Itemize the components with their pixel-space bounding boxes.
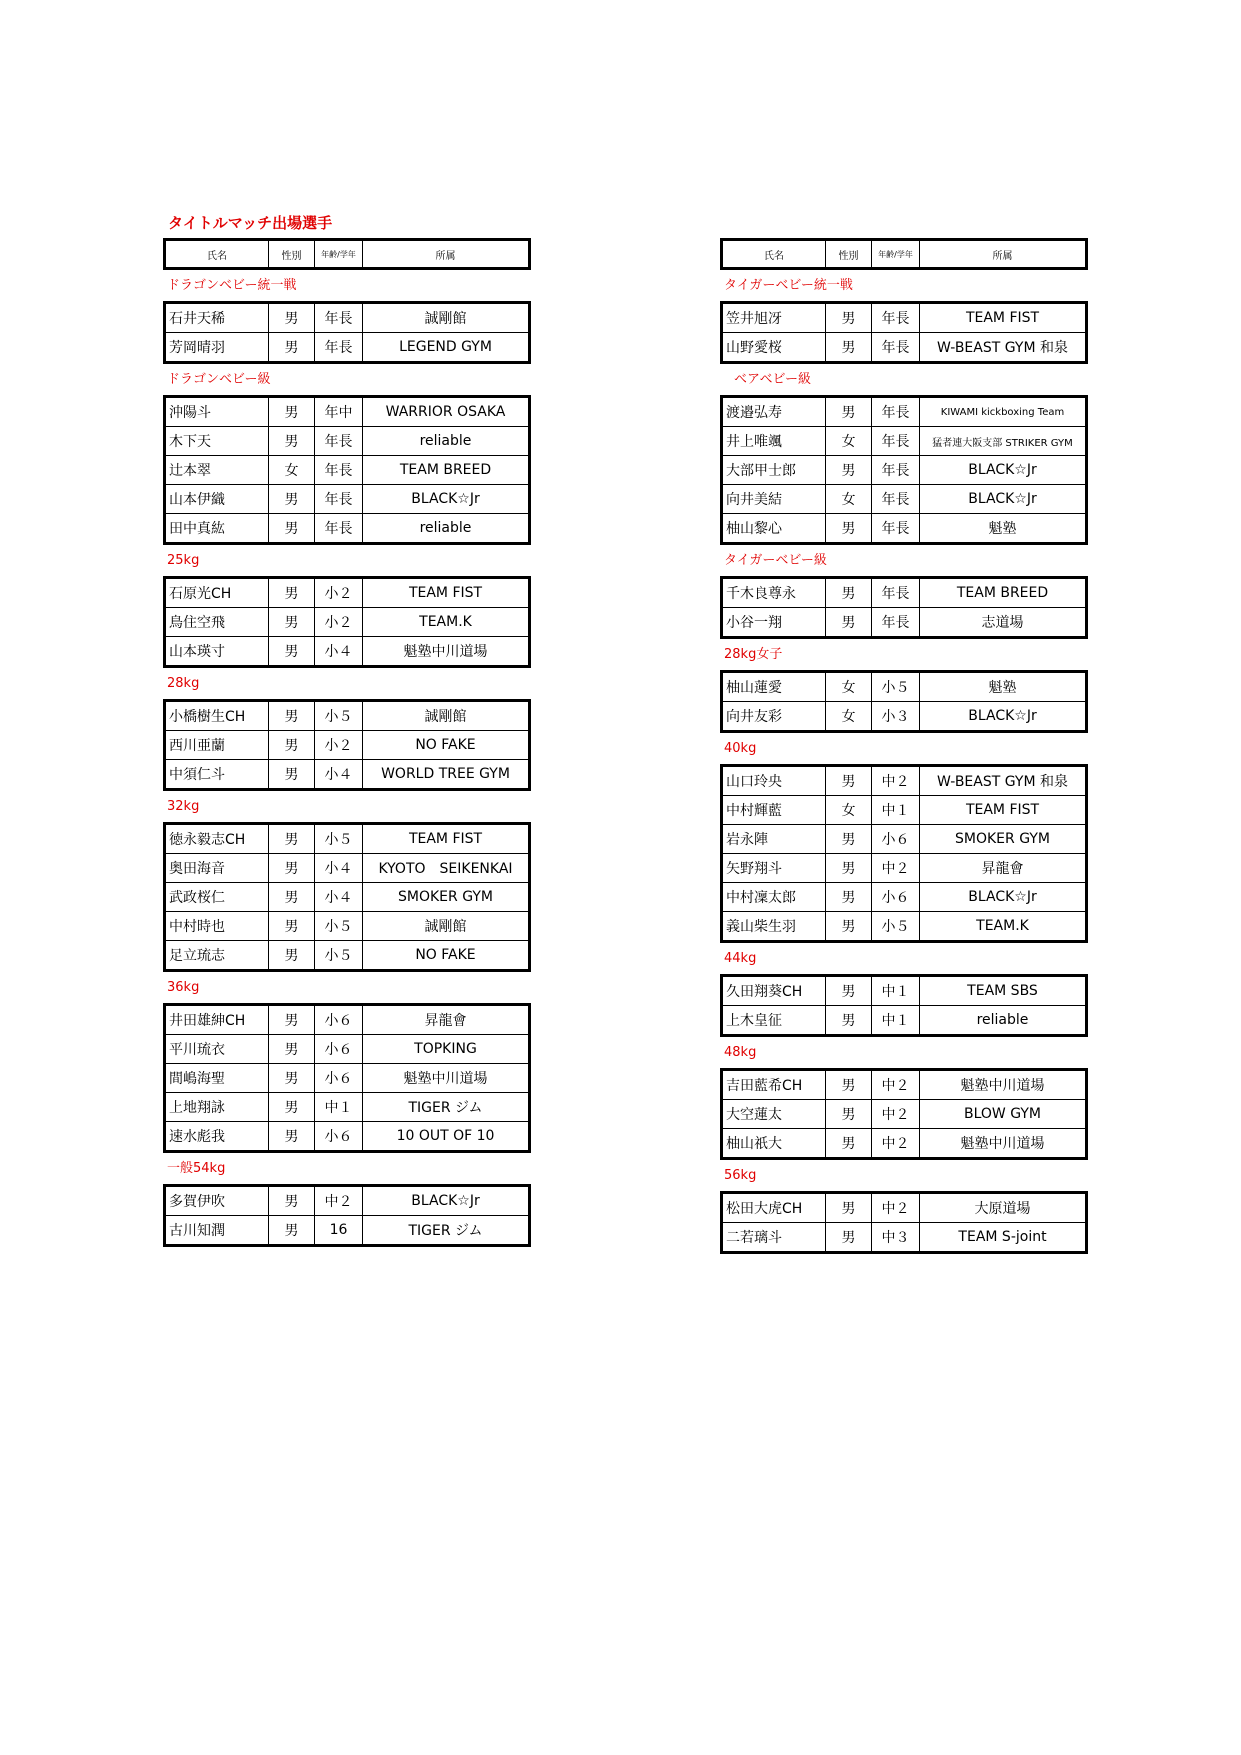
table-row <box>165 701 530 731</box>
fighter-name: 足立琉志 <box>165 941 269 971</box>
fighter-affiliation: BLOW GYM <box>920 1100 1087 1129</box>
fighter-gender: 男 <box>269 1064 315 1093</box>
fighter-grade: 年長 <box>872 397 920 427</box>
table-row <box>165 456 530 485</box>
fighter-gender: 男 <box>269 1186 315 1216</box>
category-label: 一般54kg <box>167 1161 226 1176</box>
table-row <box>165 760 530 790</box>
fighter-name: 古川知潤 <box>165 1216 269 1246</box>
fighter-gender: 男 <box>269 701 315 731</box>
fighter-gender: 男 <box>826 1223 872 1253</box>
table-row <box>722 766 1087 796</box>
fighter-gender: 男 <box>826 1100 872 1129</box>
table-row <box>722 672 1087 702</box>
fighter-grade: 中２ <box>872 1100 920 1129</box>
table-row <box>722 1070 1087 1100</box>
fighter-name: 中須仁斗 <box>165 760 269 790</box>
roster-table <box>720 1191 1088 1254</box>
fighter-grade: 小５ <box>872 672 920 702</box>
table-row <box>722 1100 1087 1129</box>
roster-table <box>163 301 531 364</box>
table-row <box>165 485 530 514</box>
roster-table <box>720 764 1088 943</box>
fighter-affiliation: 魁塾中川道場 <box>363 1064 530 1093</box>
fighter-gender: 男 <box>269 824 315 854</box>
fighter-name: 奥田海音 <box>165 854 269 883</box>
fighter-affiliation: TEAM FIST <box>363 824 530 854</box>
fighter-grade: 中１ <box>872 976 920 1006</box>
left-header-table <box>163 238 531 270</box>
fighter-gender: 男 <box>269 912 315 941</box>
roster-table <box>163 822 531 972</box>
table-row <box>165 883 530 912</box>
fighter-affiliation: BLACK☆Jr <box>920 883 1087 912</box>
fighter-grade: 中１ <box>872 1006 920 1036</box>
fighter-affiliation: TEAM BREED <box>920 578 1087 608</box>
fighter-name: 大部甲士郎 <box>722 456 826 485</box>
fighter-grade: 年長 <box>315 427 363 456</box>
fighter-gender: 男 <box>826 578 872 608</box>
fighter-gender: 男 <box>269 854 315 883</box>
fighter-affiliation: KYOTO SEIKENKAI <box>363 854 530 883</box>
fighter-grade: 小４ <box>315 637 363 667</box>
fighter-name: 山野愛桜 <box>722 333 826 363</box>
fighter-name: 上地翔詠 <box>165 1093 269 1122</box>
fighter-name: 芳岡晴羽 <box>165 333 269 363</box>
fighter-name: 速水彪我 <box>165 1122 269 1152</box>
fighter-gender: 男 <box>269 397 315 427</box>
table-row <box>165 608 530 637</box>
fighter-gender: 男 <box>269 608 315 637</box>
fighter-name: 山本伊織 <box>165 485 269 514</box>
fighter-grade: 年長 <box>315 333 363 363</box>
fighter-name: 矢野翔斗 <box>722 854 826 883</box>
table-row <box>165 1216 530 1246</box>
fighter-name: 武政桜仁 <box>165 883 269 912</box>
fighter-name: 鳥住空飛 <box>165 608 269 637</box>
fighter-gender: 男 <box>826 514 872 544</box>
category-label: 32kg <box>167 799 200 814</box>
table-row <box>165 941 530 971</box>
fighter-grade: 小５ <box>872 912 920 942</box>
table-row <box>722 608 1087 638</box>
roster-table <box>163 576 531 668</box>
fighter-name: 久田翔葵CH <box>722 976 826 1006</box>
fighter-name: 井上唯颯 <box>722 427 826 456</box>
fighter-affiliation: TEAM FIST <box>363 578 530 608</box>
fighter-gender: 男 <box>269 514 315 544</box>
fighter-name: 多賀伊吹 <box>165 1186 269 1216</box>
fighter-name: 小谷一翔 <box>722 608 826 638</box>
table-row <box>165 514 530 544</box>
fighter-affiliation: TEAM FIST <box>920 796 1087 825</box>
table-row <box>722 485 1087 514</box>
fighter-grade: 小５ <box>315 701 363 731</box>
fighter-grade: 小５ <box>315 912 363 941</box>
fighter-affiliation: WORLD TREE GYM <box>363 760 530 790</box>
fighter-gender: 男 <box>826 976 872 1006</box>
table-row <box>165 333 530 363</box>
roster-table <box>163 395 531 545</box>
table-row <box>722 397 1087 427</box>
fighter-affiliation: 魁塾中川道場 <box>363 637 530 667</box>
table-row <box>165 578 530 608</box>
fighter-affiliation: 魁塾中川道場 <box>920 1070 1087 1100</box>
table-row <box>165 1064 530 1093</box>
fighter-name: 岩永陣 <box>722 825 826 854</box>
fighter-gender: 女 <box>826 485 872 514</box>
fighter-affiliation: reliable <box>363 514 530 544</box>
fighter-affiliation: TEAM.K <box>920 912 1087 942</box>
header-affiliation: 所属 <box>363 240 530 269</box>
fighter-affiliation: 誠剛館 <box>363 303 530 333</box>
fighter-name: 石井天稀 <box>165 303 269 333</box>
fighter-name: 小橋樹生CH <box>165 701 269 731</box>
fighter-affiliation: WARRIOR OSAKA <box>363 397 530 427</box>
fighter-affiliation: 魁塾 <box>920 672 1087 702</box>
table-row <box>165 427 530 456</box>
category-label: タイガーベビー級 <box>724 553 827 568</box>
fighter-grade: 年中 <box>315 397 363 427</box>
table-row <box>722 796 1087 825</box>
header-affiliation: 所属 <box>920 240 1087 269</box>
fighter-affiliation: BLACK☆Jr <box>363 1186 530 1216</box>
fighter-name: 笠井旭冴 <box>722 303 826 333</box>
fighter-affiliation: NO FAKE <box>363 731 530 760</box>
fighter-grade: 年長 <box>315 456 363 485</box>
fighter-grade: 小５ <box>315 824 363 854</box>
fighter-affiliation: reliable <box>920 1006 1087 1036</box>
fighter-gender: 女 <box>826 702 872 732</box>
fighter-affiliation: TOPKING <box>363 1035 530 1064</box>
table-row <box>722 976 1087 1006</box>
fighter-affiliation: 魁塾 <box>920 514 1087 544</box>
right-column <box>720 238 1088 1254</box>
fighter-gender: 男 <box>269 427 315 456</box>
fighter-grade: 小６ <box>315 1035 363 1064</box>
fighter-gender: 男 <box>269 1035 315 1064</box>
fighter-affiliation: 大原道場 <box>920 1193 1087 1223</box>
category-label: ドラゴンベビー級 <box>167 372 271 387</box>
fighter-affiliation: TEAM FIST <box>920 303 1087 333</box>
fighter-affiliation: 昇龍會 <box>363 1005 530 1035</box>
fighter-affiliation: reliable <box>363 427 530 456</box>
fighter-gender: 男 <box>826 1193 872 1223</box>
fighter-affiliation: W-BEAST GYM 和泉 <box>920 333 1087 363</box>
category-label: タイガーベビー統一戦 <box>724 278 853 293</box>
category-label: 56kg <box>724 1168 757 1183</box>
fighter-grade: 年長 <box>315 485 363 514</box>
fighter-grade: 中２ <box>872 1193 920 1223</box>
fighter-gender: 男 <box>826 397 872 427</box>
fighter-gender: 男 <box>269 485 315 514</box>
fighter-name: 徳永毅志CH <box>165 824 269 854</box>
header-grade: 年齢/学年 <box>315 240 363 269</box>
table-row <box>722 883 1087 912</box>
fighter-name: 山本瑛寸 <box>165 637 269 667</box>
table-row <box>722 514 1087 544</box>
fighter-affiliation: SMOKER GYM <box>920 825 1087 854</box>
fighter-grade: 小６ <box>315 1005 363 1035</box>
roster-table <box>720 670 1088 733</box>
category-label: 28kg女子 <box>724 647 783 662</box>
table-row <box>722 702 1087 732</box>
table-row <box>722 1129 1087 1159</box>
fighter-name: 上木皇征 <box>722 1006 826 1036</box>
fighter-affiliation: BLACK☆Jr <box>920 456 1087 485</box>
fighter-grade: 年長 <box>872 608 920 638</box>
fighter-name: 間嶋海聖 <box>165 1064 269 1093</box>
fighter-affiliation: BLACK☆Jr <box>920 485 1087 514</box>
table-row <box>165 731 530 760</box>
fighter-name: 木下天 <box>165 427 269 456</box>
fighter-affiliation: TEAM S-joint <box>920 1223 1087 1253</box>
fighter-gender: 男 <box>826 303 872 333</box>
fighter-affiliation: NO FAKE <box>363 941 530 971</box>
fighter-grade: 中２ <box>315 1186 363 1216</box>
fighter-grade: 中３ <box>872 1223 920 1253</box>
fighter-gender: 女 <box>826 796 872 825</box>
fighter-gender: 男 <box>269 1005 315 1035</box>
fighter-affiliation: W-BEAST GYM 和泉 <box>920 766 1087 796</box>
page-title: タイトルマッチ出場選手 <box>168 214 333 232</box>
fighter-grade: 小５ <box>315 941 363 971</box>
roster-table <box>163 699 531 791</box>
fighter-gender: 男 <box>826 766 872 796</box>
table-row <box>165 854 530 883</box>
category-label: 25kg <box>167 553 200 568</box>
fighter-gender: 男 <box>826 825 872 854</box>
table-row <box>165 1093 530 1122</box>
roster-table <box>720 576 1088 639</box>
fighter-affiliation: 誠剛館 <box>363 912 530 941</box>
fighter-name: 中村凜太郎 <box>722 883 826 912</box>
left-column <box>163 238 531 1247</box>
fighter-grade: 年長 <box>872 303 920 333</box>
fighter-gender: 女 <box>269 456 315 485</box>
fighter-name: 田中真紘 <box>165 514 269 544</box>
fighter-name: 山口玲央 <box>722 766 826 796</box>
table-row <box>722 427 1087 456</box>
fighter-gender: 男 <box>269 303 315 333</box>
fighter-grade: 年長 <box>872 578 920 608</box>
fighter-name: 義山柴生羽 <box>722 912 826 942</box>
table-row <box>722 854 1087 883</box>
fighter-name: 柚山祇大 <box>722 1129 826 1159</box>
fighter-grade: 小４ <box>315 883 363 912</box>
table-row <box>722 1223 1087 1253</box>
fighter-gender: 男 <box>826 333 872 363</box>
fighter-affiliation: TEAM.K <box>363 608 530 637</box>
roster-table <box>163 1003 531 1153</box>
table-row <box>722 1193 1087 1223</box>
fighter-gender: 男 <box>269 1216 315 1246</box>
fighter-affiliation: TIGER ジム <box>363 1093 530 1122</box>
fighter-affiliation: TEAM BREED <box>363 456 530 485</box>
fighter-gender: 男 <box>269 731 315 760</box>
table-row <box>722 912 1087 942</box>
fighter-affiliation: 猛者連大阪支部 STRIKER GYM <box>920 427 1087 456</box>
table-row <box>722 303 1087 333</box>
fighter-grade: 小３ <box>872 702 920 732</box>
fighter-affiliation: BLACK☆Jr <box>920 702 1087 732</box>
fighter-grade: 中２ <box>872 766 920 796</box>
fighter-grade: 小２ <box>315 608 363 637</box>
fighter-gender: 男 <box>826 883 872 912</box>
fighter-affiliation: KIWAMI kickboxing Team <box>920 397 1087 427</box>
fighter-grade: 小４ <box>315 760 363 790</box>
fighter-grade: 中１ <box>315 1093 363 1122</box>
fighter-affiliation: LEGEND GYM <box>363 333 530 363</box>
header-grade: 年齢/学年 <box>872 240 920 269</box>
table-row <box>722 1006 1087 1036</box>
fighter-gender: 男 <box>269 941 315 971</box>
fighter-affiliation: 魁塾中川道場 <box>920 1129 1087 1159</box>
fighter-grade: 小２ <box>315 578 363 608</box>
fighter-name: 渡邉弘寿 <box>722 397 826 427</box>
fighter-grade: 年長 <box>872 485 920 514</box>
fighter-gender: 男 <box>269 1122 315 1152</box>
roster-table <box>720 974 1088 1037</box>
fighter-name: 西川亜蘭 <box>165 731 269 760</box>
fighter-name: 吉田藍希CH <box>722 1070 826 1100</box>
fighter-name: 中村時也 <box>165 912 269 941</box>
roster-table <box>163 1184 531 1247</box>
fighter-name: 千木良尊永 <box>722 578 826 608</box>
category-label: 40kg <box>724 741 757 756</box>
fighter-gender: 男 <box>269 637 315 667</box>
fighter-gender: 男 <box>826 1129 872 1159</box>
fighter-name: 石原光CH <box>165 578 269 608</box>
fighter-grade: 16 <box>315 1216 363 1246</box>
table-row <box>165 1005 530 1035</box>
right-header-table <box>720 238 1088 270</box>
header-name: 氏名 <box>207 250 227 262</box>
fighter-affiliation: SMOKER GYM <box>363 883 530 912</box>
fighter-gender: 男 <box>826 1006 872 1036</box>
fighter-affiliation: 志道場 <box>920 608 1087 638</box>
table-row <box>722 333 1087 363</box>
fighter-name: 平川琉衣 <box>165 1035 269 1064</box>
fighter-affiliation: 10 OUT OF 10 <box>363 1122 530 1152</box>
fighter-gender: 男 <box>826 1070 872 1100</box>
fighter-affiliation: TIGER ジム <box>363 1216 530 1246</box>
table-row <box>722 578 1087 608</box>
fighter-gender: 男 <box>269 760 315 790</box>
table-row <box>165 1122 530 1152</box>
fighter-gender: 男 <box>269 578 315 608</box>
category-label: ベアベビー級 <box>734 372 811 387</box>
table-row <box>165 1035 530 1064</box>
fighter-name: 向井友彩 <box>722 702 826 732</box>
category-label: 48kg <box>724 1045 757 1060</box>
fighter-affiliation: TEAM SBS <box>920 976 1087 1006</box>
fighter-gender: 男 <box>826 456 872 485</box>
fighter-name: 大空蓮太 <box>722 1100 826 1129</box>
category-label: 28kg <box>167 676 200 691</box>
fighter-gender: 女 <box>826 427 872 456</box>
fighter-name: 二若璃斗 <box>722 1223 826 1253</box>
fighter-name: 中村輝藍 <box>722 796 826 825</box>
fighter-grade: 小６ <box>872 825 920 854</box>
fighter-gender: 男 <box>826 608 872 638</box>
fighter-name: 松田大虎CH <box>722 1193 826 1223</box>
fighter-gender: 男 <box>269 883 315 912</box>
fighter-name: 向井美結 <box>722 485 826 514</box>
category-label: 36kg <box>167 980 200 995</box>
table-row <box>165 912 530 941</box>
fighter-gender: 男 <box>826 854 872 883</box>
fighter-gender: 男 <box>269 333 315 363</box>
header-gender: 性別 <box>826 240 872 269</box>
category-label: ドラゴンベビー統一戦 <box>167 278 297 293</box>
table-row <box>165 303 530 333</box>
fighter-name: 柚山黎心 <box>722 514 826 544</box>
category-label: 44kg <box>724 951 757 966</box>
roster-table <box>720 395 1088 545</box>
fighter-affiliation: 昇龍會 <box>920 854 1087 883</box>
fighter-name: 沖陽斗 <box>165 397 269 427</box>
fighter-gender: 男 <box>826 912 872 942</box>
table-row <box>165 1186 530 1216</box>
fighter-grade: 年長 <box>872 514 920 544</box>
roster-table <box>720 301 1088 364</box>
table-row <box>722 825 1087 854</box>
fighter-grade: 小２ <box>315 731 363 760</box>
fighter-grade: 中１ <box>872 796 920 825</box>
roster-table <box>720 1068 1088 1160</box>
fighter-gender: 女 <box>826 672 872 702</box>
fighter-grade: 小６ <box>872 883 920 912</box>
fighter-grade: 年長 <box>872 456 920 485</box>
header-gender: 性別 <box>269 240 315 269</box>
header-name: 氏名 <box>764 250 784 262</box>
table-row <box>722 456 1087 485</box>
fighter-grade: 年長 <box>315 514 363 544</box>
fighter-grade: 年長 <box>315 303 363 333</box>
fighter-affiliation: 誠剛館 <box>363 701 530 731</box>
fighter-grade: 小６ <box>315 1064 363 1093</box>
fighter-grade: 小６ <box>315 1122 363 1152</box>
fighter-gender: 男 <box>269 1093 315 1122</box>
fighter-grade: 年長 <box>872 427 920 456</box>
fighter-grade: 中２ <box>872 854 920 883</box>
fighter-grade: 小４ <box>315 854 363 883</box>
fighter-grade: 中２ <box>872 1070 920 1100</box>
fighter-name: 井田雄紳CH <box>165 1005 269 1035</box>
table-row <box>165 824 530 854</box>
fighter-name: 柚山蓮愛 <box>722 672 826 702</box>
fighter-grade: 中２ <box>872 1129 920 1159</box>
fighter-name: 辻本翠 <box>165 456 269 485</box>
table-row <box>165 397 530 427</box>
table-row <box>165 637 530 667</box>
fighter-grade: 年長 <box>872 333 920 363</box>
fighter-affiliation: BLACK☆Jr <box>363 485 530 514</box>
